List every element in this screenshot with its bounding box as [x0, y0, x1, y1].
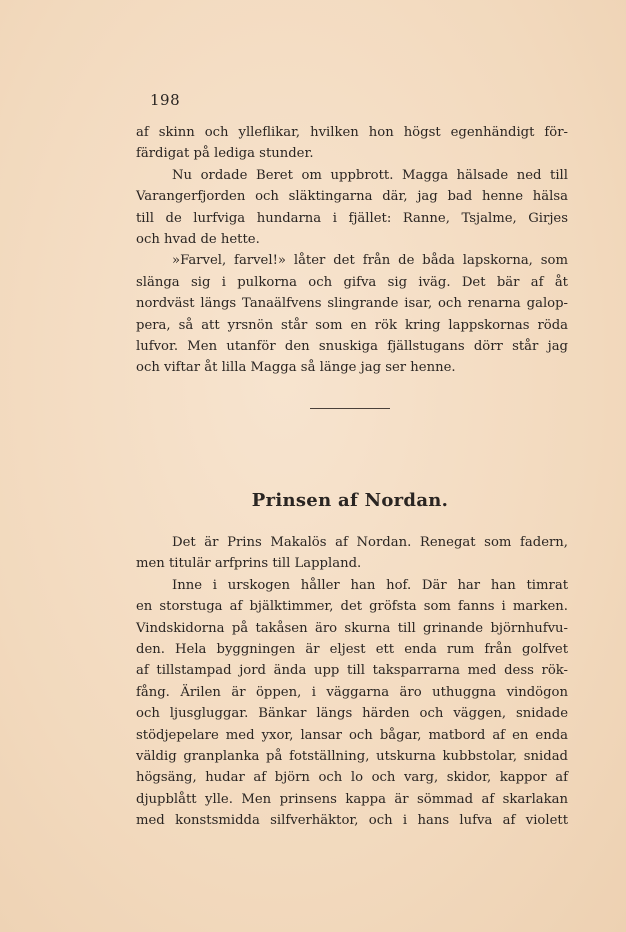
text-line: Nu ordade Beret om uppbrott. Magga hälsade ned till	[172, 167, 568, 183]
text-line: högsäng, hudar af björn och lo och varg, skidor, kappor af	[136, 770, 568, 786]
text-line: och viftar åt lilla Magga så länge jag ser henne.	[136, 360, 456, 376]
text-line: men titulär arfprins till Lappland.	[136, 556, 362, 572]
text-block-bottom	[136, 532, 568, 831]
text-line: slänga sig i pulkorna och gifva sig iväg. Det bär af åt	[136, 274, 568, 290]
text-line: af skinn och ylleflikar, hvilken hon högst egenhändigt för-	[136, 125, 568, 140]
chapter-title: Prinsen af Nordan.	[251, 490, 449, 511]
text-line: »Farvel, farvel!» låter det från de båda lapskorna, som	[172, 253, 568, 269]
text-line: en storstuga af bjälktimmer, det gröfsta som fanns i marken.	[136, 599, 568, 615]
text-line: Inne i urskogen håller han hof. Där har han timrat	[172, 577, 568, 593]
text-line: färdigat på lediga stunder.	[136, 146, 314, 162]
page-number: 198	[150, 91, 181, 109]
text-line: väldig granplanka på fotställning, utskurna kubbstolar, snidad	[136, 748, 568, 764]
text-line: pera, så att yrsnön står som en rök kring lappskornas röda	[136, 317, 568, 333]
text-line: djupblått ylle. Men prinsens kappa är sömmad af skarlakan	[136, 791, 568, 807]
text-line: lufvor. Men utanför den snuskiga fjällstugans dörr står jag	[136, 338, 568, 354]
text-line: och hvad de hette.	[136, 231, 260, 247]
section-divider	[310, 408, 390, 409]
text-line: med konstsmidda silfverhäktor, och i hans lufva af violett	[136, 813, 568, 829]
text-block-top	[136, 122, 568, 379]
text-line: Vindskidorna på takåsen äro skurna till grinande björnhufvu-	[136, 620, 568, 636]
text-line: Varangerfjorden och släktingarna där, jag bad henne hälsa	[136, 189, 568, 205]
text-line: och ljusgluggar. Bänkar längs härden och väggen, snidade	[136, 706, 568, 722]
text-line: den. Hela byggningen är eljest ett enda rum från golfvet	[136, 641, 568, 657]
text-line: stödjepelare med yxor, lansar och bågar, matbord af en enda	[136, 727, 568, 743]
text-line: Det är Prins Makalös af Nordan. Renegat som fadern,	[172, 535, 568, 550]
text-line: nordväst längs Tanaälfvens slingrande isar, och renarna galop-	[136, 296, 568, 312]
text-line: af tillstampad jord ända upp till taksparrarna med dess rök-	[136, 663, 568, 679]
text-line: till de lurfviga hundarna i fjället: Ranne, Tsjalme, Girjes	[136, 210, 568, 226]
text-line: fång. Ärilen är öppen, i väggarna äro uthuggna vindögon	[136, 684, 568, 700]
